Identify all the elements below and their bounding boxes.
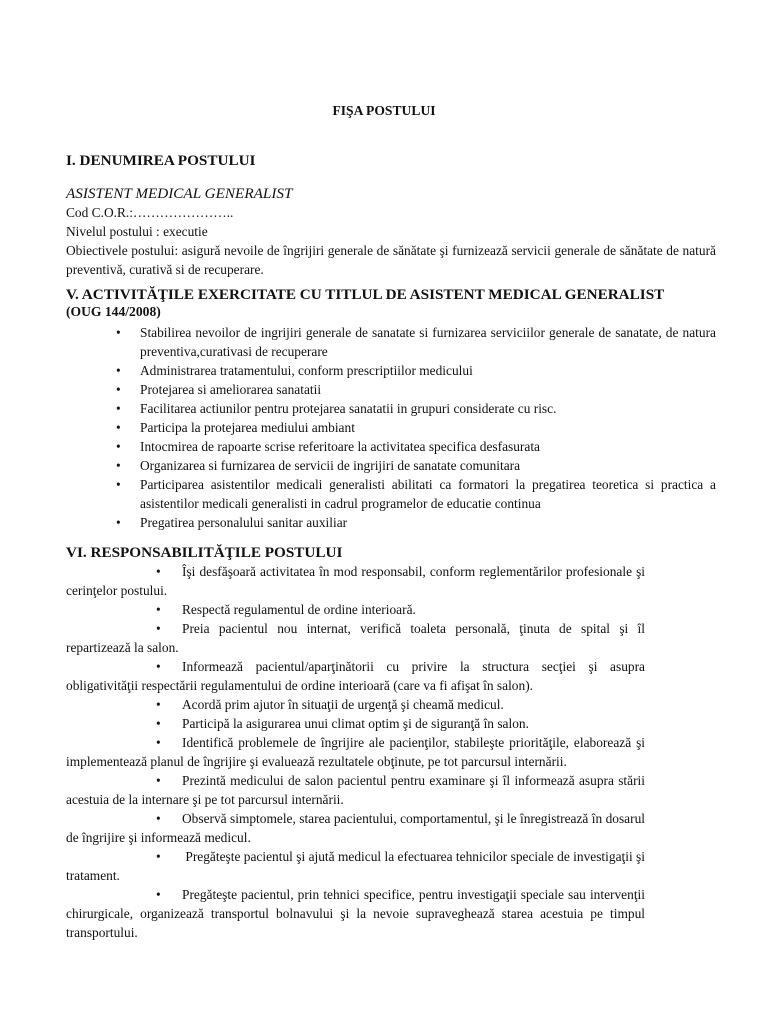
list-item: [0, 809, 645, 847]
list-item-text: Preia pacientul nou internat, verifică toaleta personală, ţinuta de spital şi îl repartizează la salon.: [66, 621, 645, 655]
bullet-icon: •: [156, 773, 161, 788]
list-item: [0, 562, 645, 600]
list-item-text: Pregăteşte pacientul şi ajută medicul la efectuarea tehnicilor speciale de investigaţii şi tratament.: [66, 849, 645, 883]
section-heading: VI. RESPONSABILITĂŢILE POSTULUI: [66, 544, 343, 561]
obiective-paragraph: Obiectivele postului: asigură nevoile de îngrijiri generale de sănătate şi furnizează servicii generale de sănătate de natură preventivă, curativă si de recuperare.: [66, 243, 716, 277]
activities-list: [66, 323, 716, 532]
list-item: [0, 619, 645, 657]
list-item: [0, 771, 645, 809]
list-item: [0, 885, 645, 942]
list-item: [0, 714, 645, 733]
section-responsabilitatile: [66, 543, 716, 942]
list-item-text: Observă simptomele, starea pacientului, comportamentul, şi le înregistrează în dosarul de îngrijire şi informează medicul.: [66, 811, 645, 845]
list-item-text: Îşi desfăşoară activitatea în mod responsabil, conform reglementărilor profesionale şi cerinţelor postului.: [66, 564, 645, 598]
bullet-icon: •: [156, 735, 161, 750]
list-item: • Organizarea si furnizarea de servicii de ingrijiri de sanatate comunitara: [66, 456, 716, 475]
bullet-icon: •: [156, 621, 161, 636]
bullet-icon: •: [156, 716, 161, 731]
list-item: • Pregatirea personalului sanitar auxiliar: [66, 513, 716, 532]
list-item: [0, 733, 645, 771]
bullet-icon: •: [156, 602, 161, 617]
section-heading-line1: V. ACTIVITĂŢILE EXERCITATE CU TITLUL DE ASISTENT MEDICAL GENERALIST: [66, 286, 665, 303]
list-item-text: Acordă prim ajutor în situaţii de urgenţă şi cheamă medicul.: [182, 697, 504, 712]
spacer: [66, 170, 716, 184]
job-title: ASISTENT MEDICAL GENERALIST: [66, 185, 293, 202]
document-title: FIŞA POSTULUI: [332, 103, 436, 118]
responsibilities-list: [0, 562, 645, 942]
list-item-text: Identifică problemele de îngrijire ale pacienţilor, stabileşte priorităţile, elaborează şi implementează planul de îngrijire şi evaluează rezultatele obţinute, pe tot parcursul internării.: [66, 735, 645, 769]
list-item-text: Informează pacientul/aparţinătorii cu privire la structura secţiei şi asupra obligativităţii respectării regulamentului de ordine interioară (care va fi afişat în salon).: [66, 659, 645, 693]
list-item: • Participarea asistentilor medicali generalisti abilitati ca formatori la pregatirea teoretica si practica a asistentilor medicali generalisti in cadrul programelor de educatie continua: [66, 475, 716, 513]
section-heading: I. DENUMIREA POSTULUI: [66, 152, 256, 169]
list-item: • Protejarea si ameliorarea sanatatii: [66, 380, 716, 399]
list-item-text: Participă la asigurarea unui climat optim şi de siguranţă în salon.: [182, 716, 529, 731]
bullet-icon: •: [156, 849, 161, 864]
list-item: • Intocmirea de rapoarte scrise referitoare la activitatea specifica desfasurata: [66, 437, 716, 456]
list-item-text: Pregăteşte pacientul, prin tehnici specifice, pentru investigaţii speciale sau intervenţii chirurgicale, organizează transportul bolnavului şi la nevoie supraveghează starea acestuia pe timpul transportului.: [66, 887, 645, 940]
section-activitatile: [66, 285, 716, 532]
section-heading-line2: (OUG 144/2008): [66, 304, 161, 319]
cod-cor-line: Cod C.O.R.:…………………..: [66, 205, 234, 220]
nivel-postului-line: Nivelul postului : executie: [66, 224, 208, 239]
list-item: • Facilitarea actiunilor pentru protejarea sanatatii in grupuri considerate cu risc.: [66, 399, 716, 418]
bullet-icon: •: [156, 887, 161, 902]
bullet-icon: •: [156, 564, 161, 579]
list-item: [0, 657, 645, 695]
list-item-text: Prezintă medicului de salon pacientul pentru examinare şi îl informează asupra stării acestuia de la internare şi pe tot parcursul internării.: [66, 773, 645, 807]
bullet-icon: •: [156, 811, 161, 826]
bullet-icon: •: [156, 697, 161, 712]
list-item: [0, 847, 645, 885]
list-item: • Administrarea tratamentului, conform prescriptiilor medicului: [66, 361, 716, 380]
list-item: • Stabilirea nevoilor de ingrijiri generale de sanatate si furnizarea serviciilor generale de sanatate, de natura preventiva,curativasi de recuperare: [66, 323, 716, 361]
list-item: • Participa la protejarea mediului ambiant: [66, 418, 716, 437]
list-item-text: Respectă regulamentul de ordine interioară.: [182, 602, 416, 617]
list-item: [0, 695, 645, 714]
list-item: [0, 600, 645, 619]
section-denumirea-postului: [66, 151, 716, 279]
bullet-icon: •: [156, 659, 161, 674]
